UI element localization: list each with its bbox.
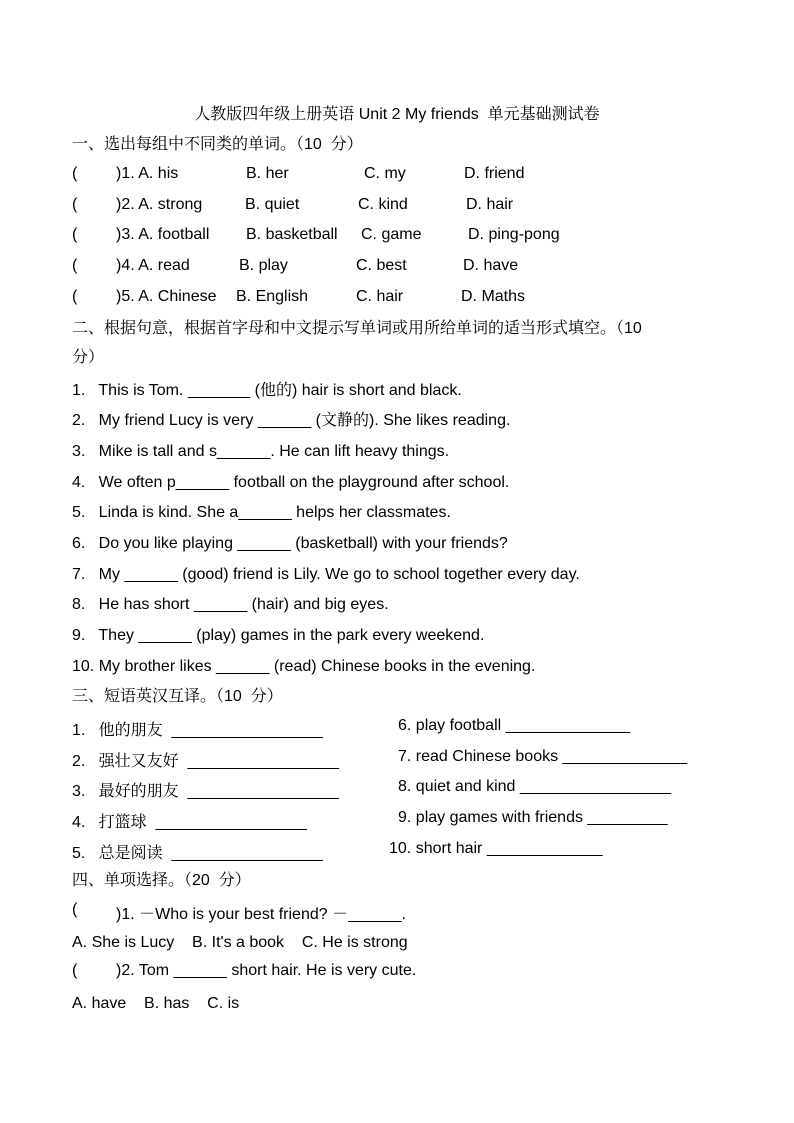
question-a: )5. A. Chinese	[116, 288, 217, 305]
answer-paren-open: (	[72, 962, 78, 979]
question-a: )3. A. football	[116, 226, 210, 243]
answer-paren-open: (	[72, 257, 78, 274]
translation-item: 9. play games with friends _________	[398, 809, 668, 826]
answer-paren-open: (	[72, 165, 78, 182]
translation-item: 5. 总是阅读 _________________	[72, 845, 323, 862]
section1-heading: 一、选出每组中不同类的单词。（10 分）	[72, 136, 363, 153]
section3-heading: 三、短语英汉互译。（10 分）	[72, 688, 283, 705]
question-a: )1. A. his	[116, 165, 179, 182]
question-a: )4. A. read	[116, 257, 190, 274]
mc-options: A. have B. has C. is	[72, 995, 240, 1012]
fill-blank-item: 3. Mike is tall and s______. He can lift heavy things.	[72, 443, 450, 460]
option-b: B. English	[236, 288, 309, 305]
worksheet-title: 人教版四年级上册英语 Unit 2 My friends 单元基础测试卷	[194, 106, 600, 123]
translation-item: 4. 打篮球 _________________	[72, 814, 307, 831]
translation-item: 7. read Chinese books ______________	[398, 748, 688, 765]
option-c: C. best	[356, 257, 407, 274]
option-d: D. have	[463, 257, 519, 274]
fill-blank-item: 10. My brother likes ______ (read) Chinese books in the evening.	[72, 658, 536, 675]
translation-item: 1. 他的朋友 _________________	[72, 722, 323, 739]
fill-blank-item: 9. They ______ (play) games in the park every weekend.	[72, 627, 485, 644]
translation-item: 10. short hair _____________	[389, 840, 603, 857]
translation-item: 2. 强壮又友好 _________________	[72, 753, 339, 770]
translation-item: 6. play football ______________	[398, 717, 631, 734]
option-d: D. ping-pong	[468, 226, 560, 243]
fill-blank-item: 2. My friend Lucy is very ______ (文静的). She likes reading.	[72, 412, 511, 429]
translation-item: 8. quiet and kind _________________	[398, 778, 672, 795]
option-b: B. quiet	[245, 196, 300, 213]
section4-heading: 四、单项选择。（20 分）	[72, 872, 251, 889]
option-d: D. friend	[464, 165, 525, 182]
fill-blank-item: 8. He has short ______ (hair) and big eyes.	[72, 596, 389, 613]
translation-item: 3. 最好的朋友 _________________	[72, 783, 339, 800]
option-c: C. my	[364, 165, 406, 182]
answer-paren-open: (	[72, 196, 78, 213]
answer-paren-open: (	[72, 226, 78, 243]
fill-blank-item: 7. My ______ (good) friend is Lily. We go to school together every day.	[72, 566, 580, 583]
option-c: C. game	[361, 226, 422, 243]
option-b: B. her	[246, 165, 289, 182]
mc-question-text: )2. Tom ______ short hair. He is very cute.	[116, 962, 417, 979]
answer-paren-open: (	[72, 288, 78, 305]
fill-blank-item: 4. We often p______ football on the playground after school.	[72, 474, 510, 491]
answer-paren-open: (	[72, 901, 78, 918]
mc-options: A. She is Lucy B. It's a book C. He is strong	[72, 934, 408, 951]
option-d: D. Maths	[461, 288, 526, 305]
option-c: C. kind	[358, 196, 408, 213]
fill-blank-item: 6. Do you like playing ______ (basketball) with your friends?	[72, 535, 508, 552]
option-b: B. basketball	[246, 226, 338, 243]
fill-blank-item: 1. This is Tom. _______ (他的) hair is short and black.	[72, 382, 462, 399]
section2-heading: 二、根据句意，根据首字母和中文提示写单词或用所给单词的适当形式填空。（10	[72, 320, 642, 337]
option-d: D. hair	[466, 196, 514, 213]
option-b: B. play	[239, 257, 288, 274]
fill-blank-item: 5. Linda is kind. She a______ helps her classmates.	[72, 504, 451, 521]
option-c: C. hair	[356, 288, 404, 305]
section2-heading-cont: 分）	[72, 349, 105, 366]
mc-question-text: )1. －Who is your best friend? －______.	[116, 906, 406, 923]
question-a: )2. A. strong	[116, 196, 203, 213]
